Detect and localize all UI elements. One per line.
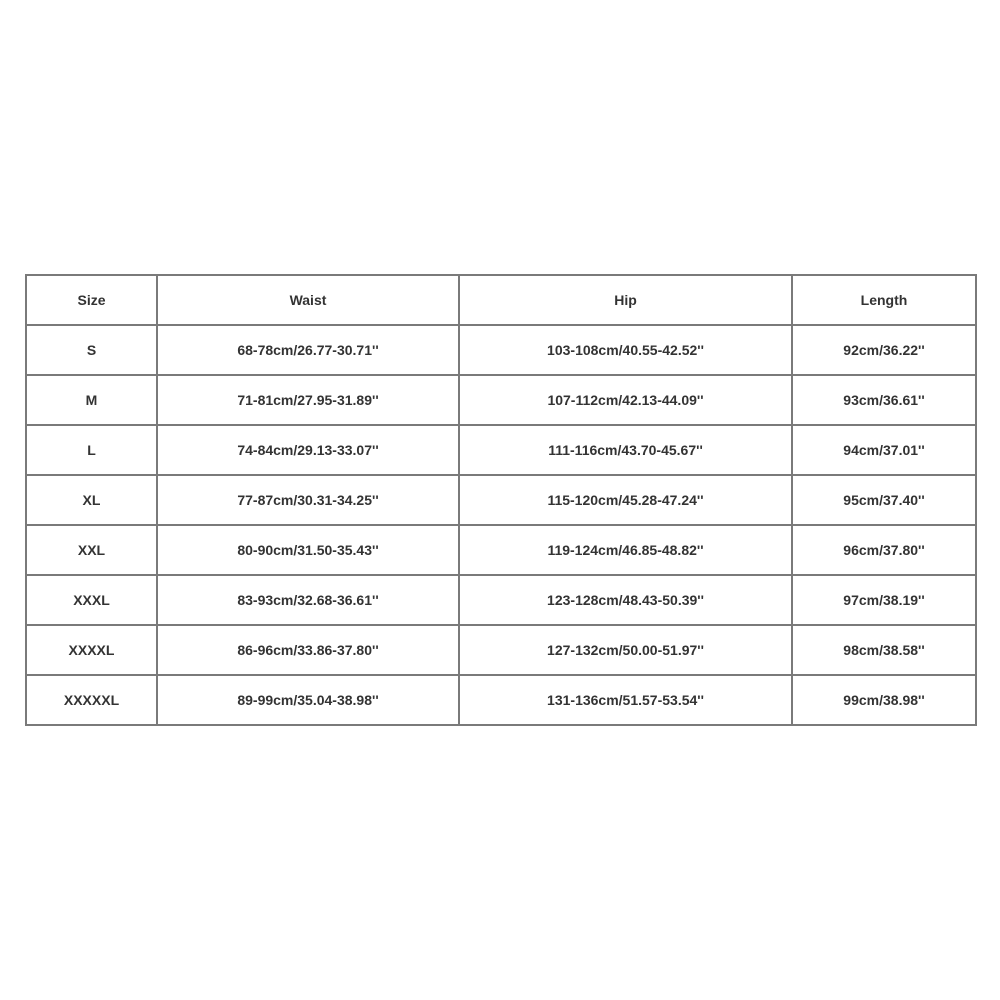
cell-length: 98cm/38.58'' <box>792 625 976 675</box>
cell-size: M <box>26 375 157 425</box>
cell-hip: 111-116cm/43.70-45.67'' <box>459 425 792 475</box>
cell-length: 92cm/36.22'' <box>792 325 976 375</box>
cell-size: L <box>26 425 157 475</box>
cell-waist: 71-81cm/27.95-31.89'' <box>157 375 459 425</box>
cell-hip: 131-136cm/51.57-53.54'' <box>459 675 792 725</box>
cell-length: 96cm/37.80'' <box>792 525 976 575</box>
cell-hip: 123-128cm/48.43-50.39'' <box>459 575 792 625</box>
size-chart-table <box>25 274 977 726</box>
table-row <box>26 675 976 725</box>
cell-waist: 86-96cm/33.86-37.80'' <box>157 625 459 675</box>
table-row <box>26 525 976 575</box>
table-header-row <box>26 275 976 325</box>
cell-size: XXXL <box>26 575 157 625</box>
cell-waist: 83-93cm/32.68-36.61'' <box>157 575 459 625</box>
cell-length: 97cm/38.19'' <box>792 575 976 625</box>
cell-size: XXL <box>26 525 157 575</box>
table-row <box>26 425 976 475</box>
cell-length: 93cm/36.61'' <box>792 375 976 425</box>
cell-waist: 68-78cm/26.77-30.71'' <box>157 325 459 375</box>
cell-length: 94cm/37.01'' <box>792 425 976 475</box>
header-waist: Waist <box>157 275 459 325</box>
cell-waist: 80-90cm/31.50-35.43'' <box>157 525 459 575</box>
table-row <box>26 475 976 525</box>
table-row <box>26 575 976 625</box>
cell-length: 95cm/37.40'' <box>792 475 976 525</box>
header-size: Size <box>26 275 157 325</box>
cell-waist: 89-99cm/35.04-38.98'' <box>157 675 459 725</box>
cell-hip: 127-132cm/50.00-51.97'' <box>459 625 792 675</box>
cell-waist: 74-84cm/29.13-33.07'' <box>157 425 459 475</box>
table-row <box>26 375 976 425</box>
table-row <box>26 625 976 675</box>
cell-size: XL <box>26 475 157 525</box>
header-length: Length <box>792 275 976 325</box>
header-hip: Hip <box>459 275 792 325</box>
cell-hip: 103-108cm/40.55-42.52'' <box>459 325 792 375</box>
table-row <box>26 325 976 375</box>
cell-hip: 115-120cm/45.28-47.24'' <box>459 475 792 525</box>
cell-waist: 77-87cm/30.31-34.25'' <box>157 475 459 525</box>
cell-hip: 119-124cm/46.85-48.82'' <box>459 525 792 575</box>
cell-length: 99cm/38.98'' <box>792 675 976 725</box>
cell-hip: 107-112cm/42.13-44.09'' <box>459 375 792 425</box>
cell-size: XXXXXL <box>26 675 157 725</box>
cell-size: XXXXL <box>26 625 157 675</box>
cell-size: S <box>26 325 157 375</box>
